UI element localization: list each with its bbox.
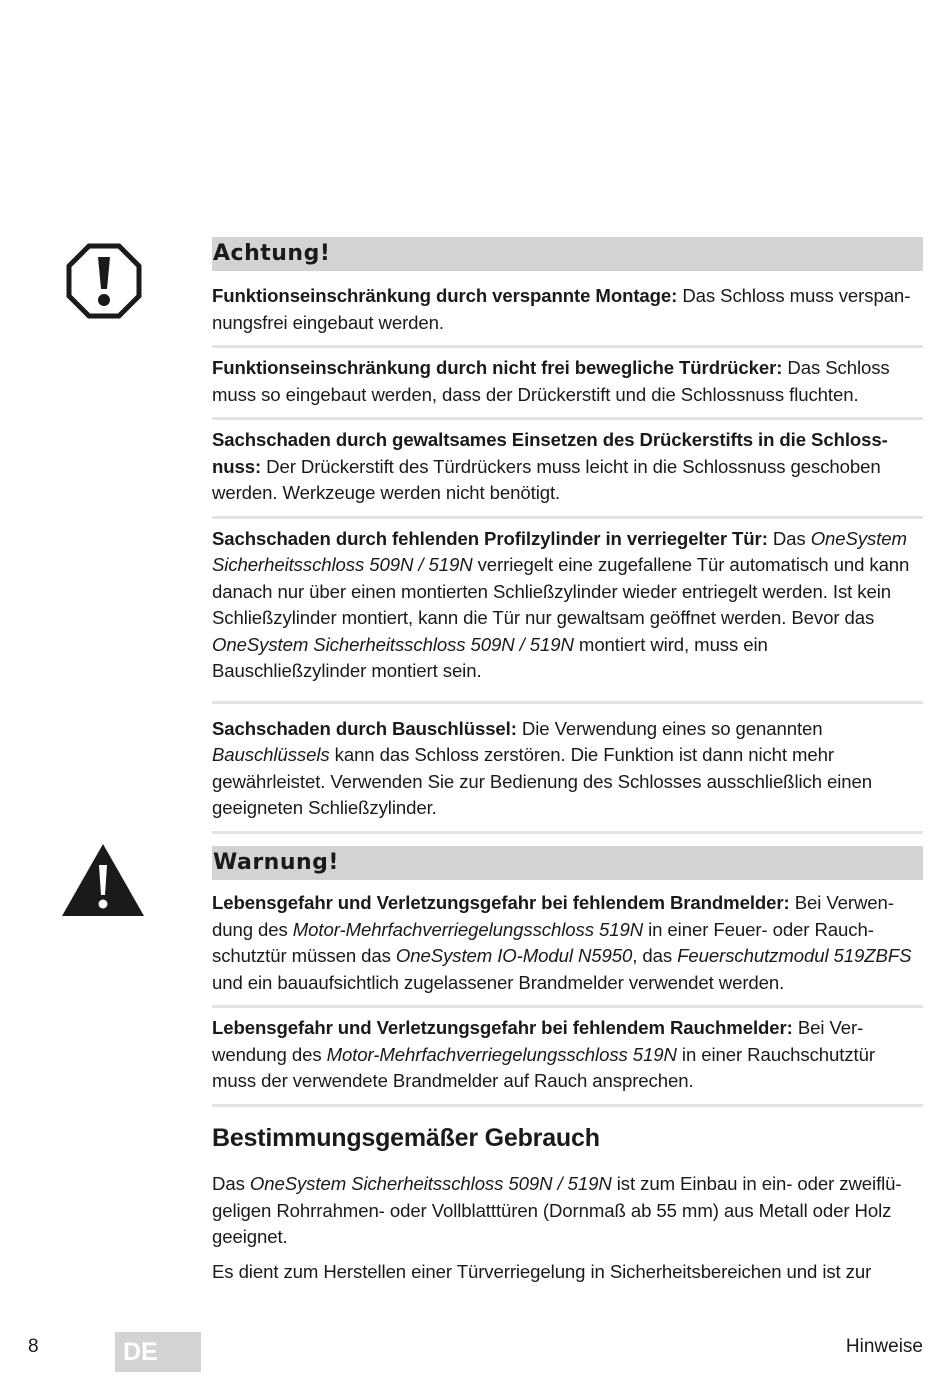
attention-heading: Achtung! — [212, 237, 923, 271]
warning-list — [212, 890, 923, 1114]
warning-item: Lebensgefahr und Verletzungsgefahr bei fehlendem Rauchmelder: Bei Verwendung des Motor-Mehrfachverriegelungsschloss 519N in einer Rauchschutztür muss der verwendete Brandmelder auf Rauch ansprechen. — [212, 1015, 923, 1107]
section-body — [212, 1171, 923, 1293]
attention-item: Sachschaden durch Bauschlüssel: Die Verwendung eines so genannten Bauschlüssels kann das Schloss zerstören. Die Funktion ist dann nicht mehr gewährleistet. Verwenden Sie zur Bedienung des Schlosses ausschließlich einen geeigneten Schließzylinder. — [212, 716, 923, 834]
attention-item: Sachschaden durch gewaltsames Einsetzen des Drückerstifts in die Schlossnuss: Der Drückerstift des Türdrückers muss leicht in die Schlossnuss geschoben werden. Werkzeuge werden nicht benötigt. — [212, 427, 923, 519]
warning-heading: Warnung! — [212, 846, 923, 880]
page-number: 8 — [28, 1336, 39, 1357]
language-badge: DE — [115, 1332, 201, 1372]
attention-octagon-icon — [66, 243, 142, 319]
attention-item: Sachschaden durch fehlenden Profilzylinder in verriegelter Tür: Das OneSystem Sicherheitsschloss 509N / 519N verriegelt eine zugefallene Tür automatisch und kann danach nur über einen montierten Schließzylinder wieder entriegelt werden. Ist kein Schließzylinder montiert, kann die Tür nur gewaltsam geöffnet werden. Bevor das OneSystem Sicherheitsschloss 509N / 519N montiert wird, muss ein Bauschließzylinder montiert sein. — [212, 526, 923, 704]
attention-item: Funktionseinschränkung durch verspannte Montage: Das Schloss muss verspannungsfrei eingebaut werden. — [212, 283, 923, 348]
warning-item: Lebensgefahr und Verletzungsgefahr bei fehlendem Brandmelder: Bei Verwendung des Motor-Mehrfachverriegelungsschloss 519N in einer Feuer- oder Rauchschutztür müssen das OneSystem IO-Modul N5950, das Feuerschutzmodul 519ZBFS und ein bauaufsichtlich zugelassener Brandmelder verwendet werden. — [212, 890, 923, 1008]
section-paragraph: Das OneSystem Sicherheitsschloss 509N / 519N ist zum Einbau in ein- oder zweiflügeligen Rohrrahmen- oder Vollblatttüren (Dornmaß ab 55 mm) aus Metall oder Holz geeignet. — [212, 1173, 902, 1247]
warning-triangle-icon — [61, 843, 145, 917]
section-paragraph: Es dient zum Herstellen einer Türverriegelung in Sicherheitsbereichen und ist zur — [212, 1260, 872, 1282]
section-name: Hinweise — [845, 1336, 923, 1357]
attention-item: Funktionseinschränkung durch nicht frei bewegliche Türdrücker: Das Schloss muss so eingebaut werden, dass der Drückerstift und die Schlossnuss fluchten. — [212, 355, 923, 420]
attention-list — [212, 283, 923, 841]
section-title: Bestimmungsgemäßer Gebrauch — [212, 1124, 600, 1152]
